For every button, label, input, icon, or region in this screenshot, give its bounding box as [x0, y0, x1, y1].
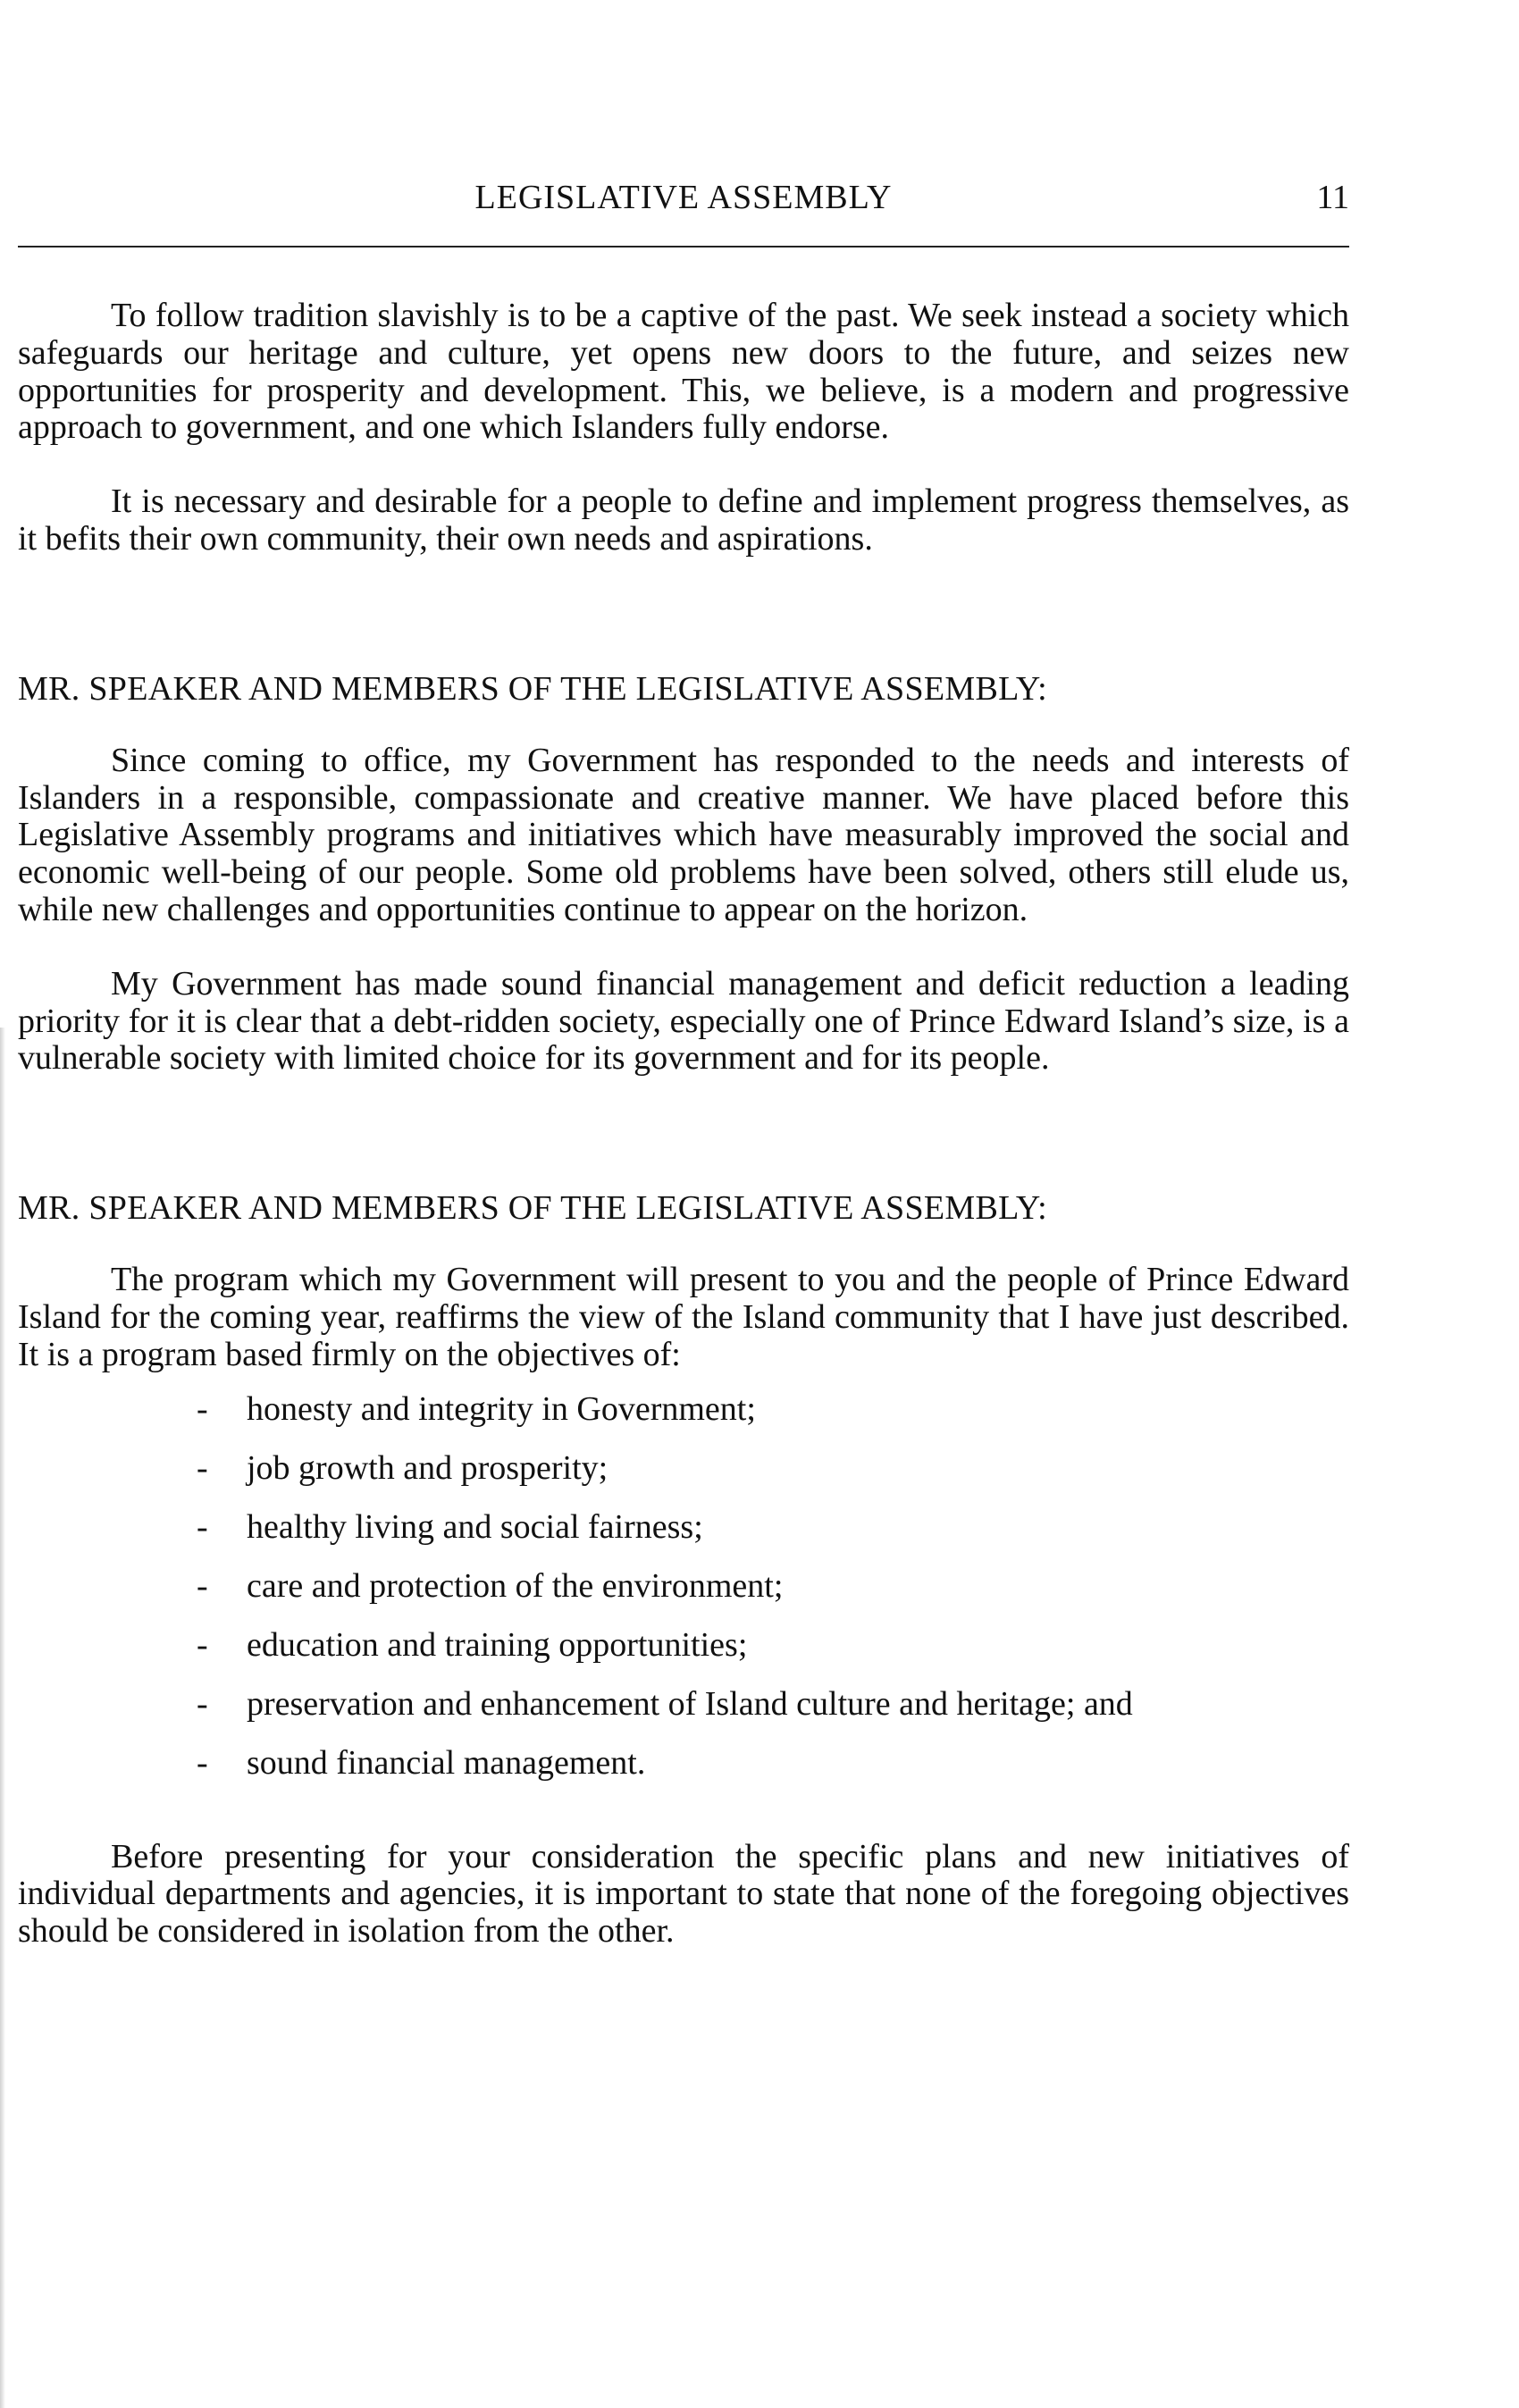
paragraph: Since coming to office, my Government has responded to the needs and interests of Islanders in a responsible, compassionate and creative manner. We have placed before this Legislative Assembly programs and initiatives which have measurably improved the social and economic well-being of our people. Some old problems have been solved, others still elude us, while new challenges and opportunities continue to appear on the horizon.	[18, 741, 1349, 928]
list-item	[18, 1507, 1349, 1566]
list-item-text: education and training opportunities;	[247, 1625, 748, 1664]
list-dash: -	[197, 1389, 208, 1428]
list-item-text: job growth and prosperity;	[247, 1448, 608, 1487]
section-heading: MR. SPEAKER AND MEMBERS OF THE LEGISLATIVE ASSEMBLY:	[18, 669, 1047, 708]
running-header	[18, 175, 1349, 220]
body-text	[18, 298, 1349, 1987]
list-item-text: healthy living and social fairness;	[247, 1507, 703, 1546]
list-dash: -	[197, 1507, 208, 1546]
list-item-text: honesty and integrity in Government;	[247, 1389, 756, 1428]
list-item	[18, 1566, 1349, 1625]
page-number: 11	[1316, 179, 1349, 216]
list-dash: -	[197, 1743, 208, 1782]
header-rule	[18, 246, 1349, 248]
list-item	[18, 1389, 1349, 1448]
paragraph: My Government has made sound financial management and deficit reduction a leading priority for it is clear that a debt-ridden society, especially one of Prince Edward Island’s size, is a vulnerable society with limited choice for its government and for its people.	[18, 964, 1349, 1078]
list-dash: -	[197, 1684, 208, 1723]
paragraph: It is necessary and desirable for a people to define and implement progress themselves, as it befits their own community, their own needs and aspirations.	[18, 482, 1349, 558]
paragraph: The program which my Government will present to you and the people of Prince Edward Island for the coming year, reaffirms the view of the Island community that I have just described. It is a program based firmly on the objectives of:	[18, 1261, 1349, 1373]
header-title: LEGISLATIVE ASSEMBLY	[474, 179, 893, 216]
objectives-list	[18, 1389, 1349, 1802]
list-dash: -	[197, 1448, 208, 1487]
list-item	[18, 1684, 1349, 1743]
section-heading: MR. SPEAKER AND MEMBERS OF THE LEGISLATIVE ASSEMBLY:	[18, 1189, 1047, 1228]
list-dash: -	[197, 1566, 208, 1605]
list-dash: -	[197, 1625, 208, 1664]
list-item	[18, 1625, 1349, 1684]
paragraph: To follow tradition slavishly is to be a captive of the past. We seek instead a society which safeguards our heritage and culture, yet opens new doors to the future, and seizes new opportunities for prosperity and development. This, we believe, is a modern and progressive approach to government, and one which Islanders fully endorse.	[18, 297, 1349, 447]
list-item-text: care and protection of the environment;	[247, 1566, 784, 1605]
list-item	[18, 1743, 1349, 1802]
list-item-text: preservation and enhancement of Island culture and heritage; and	[247, 1684, 1133, 1723]
list-item-text: sound financial management.	[247, 1743, 646, 1782]
list-item	[18, 1448, 1349, 1507]
scan-edge-shadow	[0, 1028, 5, 2408]
paragraph: Before presenting for your consideration the specific plans and new initiatives of individual departments and agencies, it is important to state that none of the foregoing objectives should be considered in isolation from the other.	[18, 1837, 1349, 1951]
